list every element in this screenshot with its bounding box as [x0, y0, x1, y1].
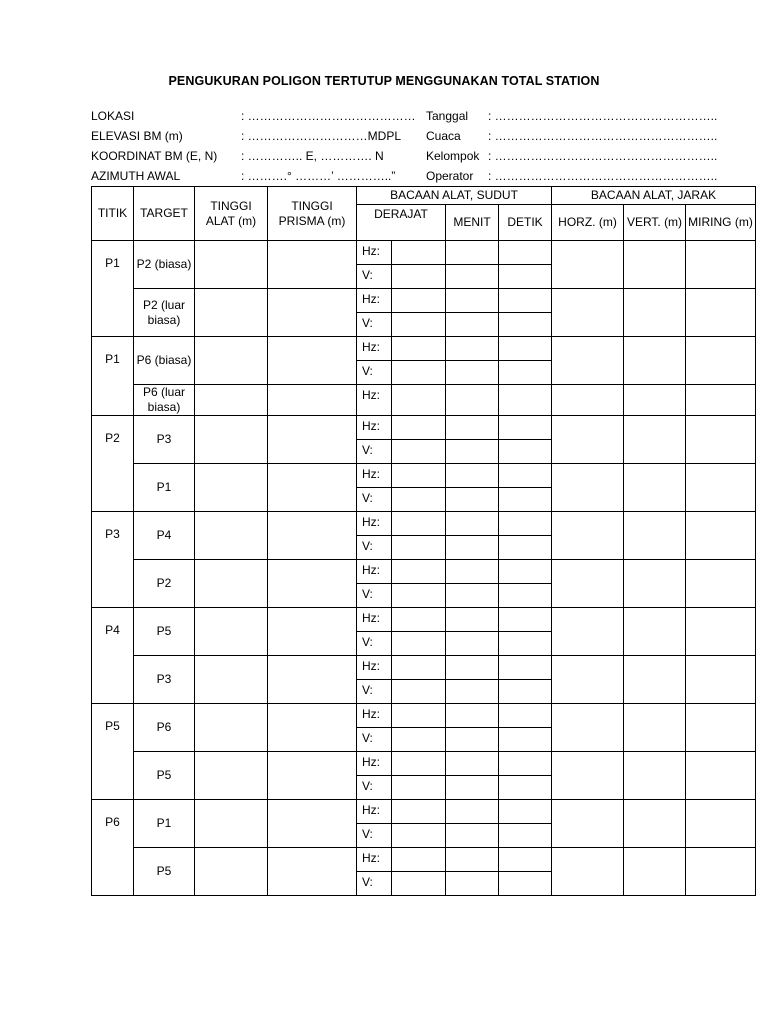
menit-cell[interactable]: [446, 488, 499, 512]
cuaca-label: Cuaca: [426, 129, 461, 143]
reading-label: Hz:: [357, 241, 392, 265]
derajat-cell[interactable]: [392, 337, 446, 361]
target-cell: P2 (luar biasa): [134, 289, 195, 337]
titik-cell: P3: [92, 512, 134, 608]
cuaca-field[interactable]: : ………………………………………………..: [488, 129, 718, 143]
table-row: [92, 416, 756, 440]
tanggal-label: Tanggal: [426, 109, 469, 123]
derajat-cell[interactable]: [392, 728, 446, 752]
reading-label: V:: [357, 824, 392, 848]
reading-label: V:: [357, 584, 392, 608]
vert-cell[interactable]: [624, 704, 686, 752]
reading-label: Hz:: [357, 416, 392, 440]
reading-label: Hz:: [357, 560, 392, 584]
menit-cell[interactable]: [446, 289, 499, 313]
menit-cell[interactable]: [446, 824, 499, 848]
derajat-cell[interactable]: [392, 560, 446, 584]
reading-label: V:: [357, 536, 392, 560]
reading-label: V:: [357, 872, 392, 896]
detik-cell[interactable]: [499, 752, 552, 776]
tinggi-alat-cell[interactable]: [195, 608, 268, 656]
tinggi-prisma-cell[interactable]: [268, 800, 357, 848]
tinggi-alat-cell[interactable]: [195, 337, 268, 385]
detik-cell[interactable]: [499, 608, 552, 632]
target-cell: P5: [134, 608, 195, 656]
horz-cell[interactable]: [552, 608, 624, 656]
vert-cell[interactable]: [624, 337, 686, 385]
table-row: [92, 560, 756, 584]
derajat-cell[interactable]: [392, 512, 446, 536]
vert-cell[interactable]: [624, 560, 686, 608]
detik-cell[interactable]: [499, 776, 552, 800]
detik-cell[interactable]: [499, 872, 552, 896]
table-row: [92, 512, 756, 536]
kelompok-label: Kelompok: [426, 149, 480, 163]
target-cell: P3: [134, 656, 195, 704]
menit-cell[interactable]: [446, 416, 499, 440]
tinggi-alat-cell[interactable]: [195, 752, 268, 800]
reading-label: V:: [357, 776, 392, 800]
menit-cell[interactable]: [446, 728, 499, 752]
meta-row-4: [91, 166, 731, 186]
reading-label: V:: [357, 440, 392, 464]
vert-cell[interactable]: [624, 800, 686, 848]
koordinat-field[interactable]: : ………….. E, …………. N: [241, 149, 384, 163]
measurement-table: [91, 186, 756, 896]
miring-cell[interactable]: [686, 800, 756, 848]
vert-cell[interactable]: [624, 608, 686, 656]
miring-cell[interactable]: [686, 464, 756, 512]
horz-cell[interactable]: [552, 512, 624, 560]
bacaan-jarak-header: BACAAN ALAT, JARAK: [552, 187, 756, 205]
menit-cell[interactable]: [446, 361, 499, 385]
menit-cell[interactable]: [446, 680, 499, 704]
detik-cell[interactable]: [499, 416, 552, 440]
tinggi-alat-cell[interactable]: [195, 656, 268, 704]
derajat-cell[interactable]: [392, 680, 446, 704]
koordinat-label: KOORDINAT BM (E, N): [91, 149, 218, 163]
detik-cell[interactable]: [499, 536, 552, 560]
horz-header: HORZ. (m): [552, 205, 624, 241]
horz-cell[interactable]: [552, 656, 624, 704]
titik-cell: P2: [92, 416, 134, 512]
detik-cell[interactable]: [499, 361, 552, 385]
reading-label: V:: [357, 361, 392, 385]
reading-label: Hz:: [357, 385, 392, 416]
derajat-cell[interactable]: [392, 656, 446, 680]
miring-cell[interactable]: [686, 512, 756, 560]
derajat-cell[interactable]: [392, 608, 446, 632]
tinggi-alat-cell[interactable]: [195, 704, 268, 752]
titik-cell: P1: [92, 337, 134, 416]
derajat-cell[interactable]: [392, 361, 446, 385]
menit-cell[interactable]: [446, 848, 499, 872]
horz-cell[interactable]: [552, 385, 624, 416]
tinggi-prisma-cell[interactable]: [268, 337, 357, 385]
derajat-cell[interactable]: [392, 289, 446, 313]
vert-cell[interactable]: [624, 289, 686, 337]
derajat-cell[interactable]: [392, 752, 446, 776]
tinggi-prisma-cell[interactable]: [268, 512, 357, 560]
derajat-cell[interactable]: [392, 488, 446, 512]
menit-cell[interactable]: [446, 632, 499, 656]
menit-cell[interactable]: [446, 704, 499, 728]
menit-cell[interactable]: [446, 440, 499, 464]
detik-header: DETIK: [499, 205, 552, 241]
table-row: [92, 704, 756, 728]
menit-cell[interactable]: [446, 608, 499, 632]
target-cell: P4: [134, 512, 195, 560]
vert-cell[interactable]: [624, 464, 686, 512]
table-row: [92, 848, 756, 872]
miring-cell[interactable]: [686, 385, 756, 416]
target-header: TARGET: [134, 187, 195, 241]
horz-cell[interactable]: [552, 416, 624, 464]
target-cell: P1: [134, 464, 195, 512]
miring-header: MIRING (m): [686, 205, 756, 241]
table-row: [92, 337, 756, 361]
reading-label: Hz:: [357, 608, 392, 632]
table-row: [92, 608, 756, 632]
tinggi-alat-cell[interactable]: [195, 416, 268, 464]
tinggi-prisma-cell[interactable]: [268, 385, 357, 416]
detik-cell[interactable]: [499, 584, 552, 608]
tinggi-alat-cell[interactable]: [195, 560, 268, 608]
derajat-cell[interactable]: [392, 872, 446, 896]
reading-label: Hz:: [357, 704, 392, 728]
tinggi-prisma-cell[interactable]: [268, 656, 357, 704]
reading-label: V:: [357, 265, 392, 289]
header-fields: [91, 106, 731, 186]
menit-header: MENIT: [446, 205, 499, 241]
reading-label: V:: [357, 680, 392, 704]
derajat-cell[interactable]: [392, 536, 446, 560]
reading-label: V:: [357, 488, 392, 512]
detik-cell[interactable]: [499, 656, 552, 680]
detik-cell[interactable]: [499, 824, 552, 848]
menit-cell[interactable]: [446, 337, 499, 361]
table-row: [92, 241, 756, 265]
table-row: [92, 385, 756, 416]
vert-cell[interactable]: [624, 385, 686, 416]
target-cell: P6 (biasa): [134, 337, 195, 385]
tinggi-alat-cell[interactable]: [195, 241, 268, 289]
derajat-cell[interactable]: [392, 824, 446, 848]
menit-cell[interactable]: [446, 536, 499, 560]
derajat-cell[interactable]: [392, 800, 446, 824]
lokasi-label: LOKASI: [91, 109, 135, 123]
detik-cell[interactable]: [499, 560, 552, 584]
derajat-cell[interactable]: [392, 848, 446, 872]
meta-row-2: [91, 126, 731, 146]
detik-cell[interactable]: [499, 800, 552, 824]
detik-cell[interactable]: [499, 265, 552, 289]
derajat-cell[interactable]: [392, 584, 446, 608]
reading-label: Hz:: [357, 512, 392, 536]
tinggi-alat-cell[interactable]: [195, 464, 268, 512]
vert-cell[interactable]: [624, 752, 686, 800]
derajat-cell[interactable]: [392, 416, 446, 440]
reading-label: Hz:: [357, 464, 392, 488]
tinggi-prisma-cell[interactable]: [268, 704, 357, 752]
horz-cell[interactable]: [552, 848, 624, 896]
vert-header: VERT. (m): [624, 205, 686, 241]
target-cell: P3: [134, 416, 195, 464]
derajat-cell[interactable]: [392, 385, 446, 416]
miring-cell[interactable]: [686, 416, 756, 464]
miring-cell[interactable]: [686, 337, 756, 385]
target-cell: P2 (biasa): [134, 241, 195, 289]
tanggal-field[interactable]: : ………………………………………………..: [488, 109, 718, 123]
detik-cell[interactable]: [499, 313, 552, 337]
target-cell: P6 (luar biasa): [134, 385, 195, 416]
detik-cell[interactable]: [499, 488, 552, 512]
tinggi-prisma-cell[interactable]: [268, 560, 357, 608]
miring-cell[interactable]: [686, 704, 756, 752]
miring-cell[interactable]: [686, 241, 756, 289]
tinggi-prisma-cell[interactable]: [268, 416, 357, 464]
menit-cell[interactable]: [446, 776, 499, 800]
derajat-header: DERAJAT: [357, 205, 446, 241]
azimuth-field[interactable]: : ……….° ………’ …………..”: [241, 169, 396, 183]
table-row: [92, 464, 756, 488]
derajat-cell[interactable]: [392, 440, 446, 464]
derajat-cell[interactable]: [392, 313, 446, 337]
page-title: PENGUKURAN POLIGON TERTUTUP MENGGUNAKAN TOTAL STATION: [168, 74, 600, 88]
meta-row-3: [91, 146, 731, 166]
detik-cell[interactable]: [499, 704, 552, 728]
miring-cell[interactable]: [686, 656, 756, 704]
horz-cell[interactable]: [552, 560, 624, 608]
menit-cell[interactable]: [446, 313, 499, 337]
menit-cell[interactable]: [446, 512, 499, 536]
tinggi-prisma-cell[interactable]: [268, 752, 357, 800]
reading-label: Hz:: [357, 337, 392, 361]
table-row: [92, 752, 756, 776]
target-cell: P5: [134, 848, 195, 896]
tinggi-prisma-cell[interactable]: [268, 848, 357, 896]
menit-cell[interactable]: [446, 656, 499, 680]
menit-cell[interactable]: [446, 800, 499, 824]
tinggi-prisma-cell[interactable]: [268, 241, 357, 289]
tinggi-prisma-header: TINGGI PRISMA (m): [268, 187, 357, 241]
target-cell: P6: [134, 704, 195, 752]
reading-label: Hz:: [357, 289, 392, 313]
tinggi-prisma-cell[interactable]: [268, 464, 357, 512]
detik-cell[interactable]: [499, 289, 552, 313]
tinggi-alat-cell[interactable]: [195, 800, 268, 848]
operator-label: Operator: [426, 169, 474, 183]
derajat-cell[interactable]: [392, 241, 446, 265]
horz-cell[interactable]: [552, 289, 624, 337]
tinggi-alat-cell[interactable]: [195, 512, 268, 560]
miring-cell[interactable]: [686, 752, 756, 800]
meta-row-1: [91, 106, 731, 126]
horz-cell[interactable]: [552, 800, 624, 848]
reading-label: V:: [357, 313, 392, 337]
vert-cell[interactable]: [624, 656, 686, 704]
lokasi-field[interactable]: : ……………………………………: [241, 109, 416, 123]
miring-cell[interactable]: [686, 560, 756, 608]
horz-cell[interactable]: [552, 337, 624, 385]
tinggi-alat-cell[interactable]: [195, 385, 268, 416]
elevasi-field[interactable]: : …………………………MDPL: [241, 129, 402, 143]
menit-cell[interactable]: [446, 752, 499, 776]
reading-label: Hz:: [357, 800, 392, 824]
table-body: [92, 241, 756, 896]
reading-label: Hz:: [357, 656, 392, 680]
target-cell: P1: [134, 800, 195, 848]
azimuth-label: AZIMUTH AWAL: [91, 169, 181, 183]
menit-cell[interactable]: [446, 241, 499, 265]
miring-cell[interactable]: [686, 608, 756, 656]
reading-label: V:: [357, 728, 392, 752]
menit-cell[interactable]: [446, 385, 499, 416]
vert-cell[interactable]: [624, 512, 686, 560]
vert-cell[interactable]: [624, 241, 686, 289]
target-cell: P2: [134, 560, 195, 608]
detik-cell[interactable]: [499, 512, 552, 536]
tinggi-alat-header: TINGGI ALAT (m): [195, 187, 268, 241]
detik-cell[interactable]: [499, 337, 552, 361]
detik-cell[interactable]: [499, 680, 552, 704]
titik-cell: P5: [92, 704, 134, 800]
detik-cell[interactable]: [499, 632, 552, 656]
menit-cell[interactable]: [446, 464, 499, 488]
bacaan-sudut-header: BACAAN ALAT, SUDUT: [357, 187, 552, 205]
table-row: [92, 656, 756, 680]
detik-cell[interactable]: [499, 241, 552, 265]
titik-cell: P6: [92, 800, 134, 896]
menit-cell[interactable]: [446, 872, 499, 896]
miring-cell[interactable]: [686, 848, 756, 896]
detik-cell[interactable]: [499, 728, 552, 752]
miring-cell[interactable]: [686, 289, 756, 337]
tinggi-alat-cell[interactable]: [195, 289, 268, 337]
tinggi-prisma-cell[interactable]: [268, 289, 357, 337]
vert-cell[interactable]: [624, 848, 686, 896]
reading-label: Hz:: [357, 752, 392, 776]
derajat-cell[interactable]: [392, 265, 446, 289]
operator-field[interactable]: : ………………………………………………..: [488, 169, 718, 183]
menit-cell[interactable]: [446, 265, 499, 289]
table-row: [92, 800, 756, 824]
detik-cell[interactable]: [499, 464, 552, 488]
tinggi-alat-cell[interactable]: [195, 848, 268, 896]
reading-label: Hz:: [357, 848, 392, 872]
horz-cell[interactable]: [552, 241, 624, 289]
tinggi-prisma-cell[interactable]: [268, 608, 357, 656]
horz-cell[interactable]: [552, 704, 624, 752]
derajat-cell[interactable]: [392, 776, 446, 800]
vert-cell[interactable]: [624, 416, 686, 464]
reading-label: V:: [357, 632, 392, 656]
menit-cell[interactable]: [446, 584, 499, 608]
detik-cell[interactable]: [499, 440, 552, 464]
horz-cell[interactable]: [552, 464, 624, 512]
derajat-cell[interactable]: [392, 632, 446, 656]
horz-cell[interactable]: [552, 752, 624, 800]
target-cell: P5: [134, 752, 195, 800]
detik-cell[interactable]: [499, 848, 552, 872]
table-row: [92, 289, 756, 313]
titik-cell: P4: [92, 608, 134, 704]
elevasi-label: ELEVASI BM (m): [91, 129, 183, 143]
titik-header: TITIK: [92, 187, 134, 241]
derajat-cell[interactable]: [392, 464, 446, 488]
menit-cell[interactable]: [446, 560, 499, 584]
derajat-cell[interactable]: [392, 704, 446, 728]
kelompok-field[interactable]: : ………………………………………………..: [488, 149, 718, 163]
titik-cell: P1: [92, 241, 134, 337]
detik-cell[interactable]: [499, 385, 552, 416]
